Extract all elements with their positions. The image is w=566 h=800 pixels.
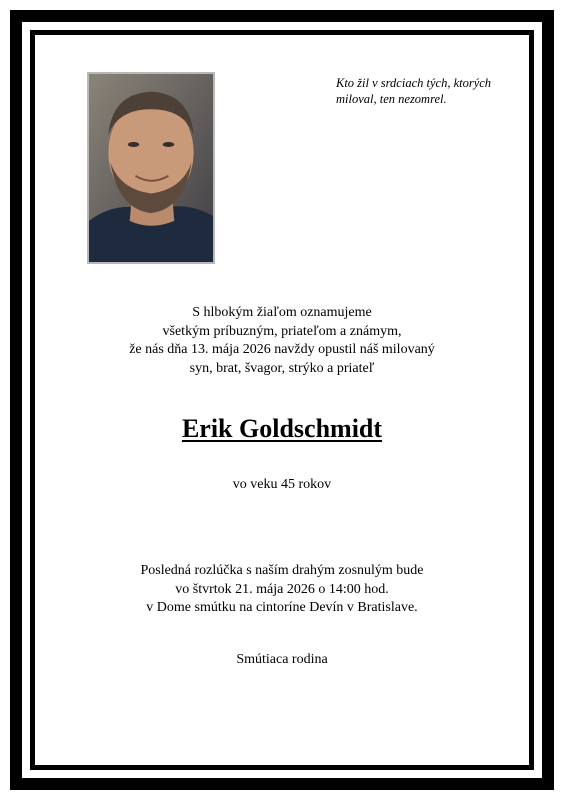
- memorial-quote: [336, 75, 536, 107]
- portrait-photo: [87, 72, 215, 264]
- announcement-line: syn, brat, švagor, strýko a priateľ: [189, 360, 375, 376]
- farewell-line: vo štvrtok 21. mája 2026 o 14:00 hod.: [175, 581, 389, 597]
- frame-gap: [22, 22, 542, 778]
- announcement-line: S hlbokým žiaľom oznamujeme: [192, 305, 372, 320]
- announcement-line: že nás dňa 13. mája 2026 navždy opustil náš milovaný: [129, 342, 435, 357]
- farewell-details: [35, 562, 529, 618]
- mourning-frame-inner: [30, 30, 534, 770]
- deceased-age: vo veku 45 rokov: [232, 477, 332, 492]
- family-signature: Smútiaca rodina: [236, 652, 328, 667]
- farewell-line: Posledná rozlúčka s naším drahým zosnulým bude: [140, 563, 424, 578]
- mourning-frame-outer: [10, 10, 554, 790]
- announcement-text: [35, 304, 529, 378]
- quote-line: miloval, ten nezomrel.: [336, 92, 447, 106]
- quote-line: Kto žil v srdciach tých, ktorých: [336, 76, 492, 90]
- deceased-name: Erik Goldschmidt: [181, 414, 383, 443]
- farewell-line: v Dome smútku na cintoríne Devín v Bratislave.: [146, 600, 418, 615]
- announcement-line: všetkým príbuzným, priateľom a známym,: [162, 323, 402, 339]
- notice-content: [35, 35, 529, 765]
- portrait-image: [89, 74, 213, 262]
